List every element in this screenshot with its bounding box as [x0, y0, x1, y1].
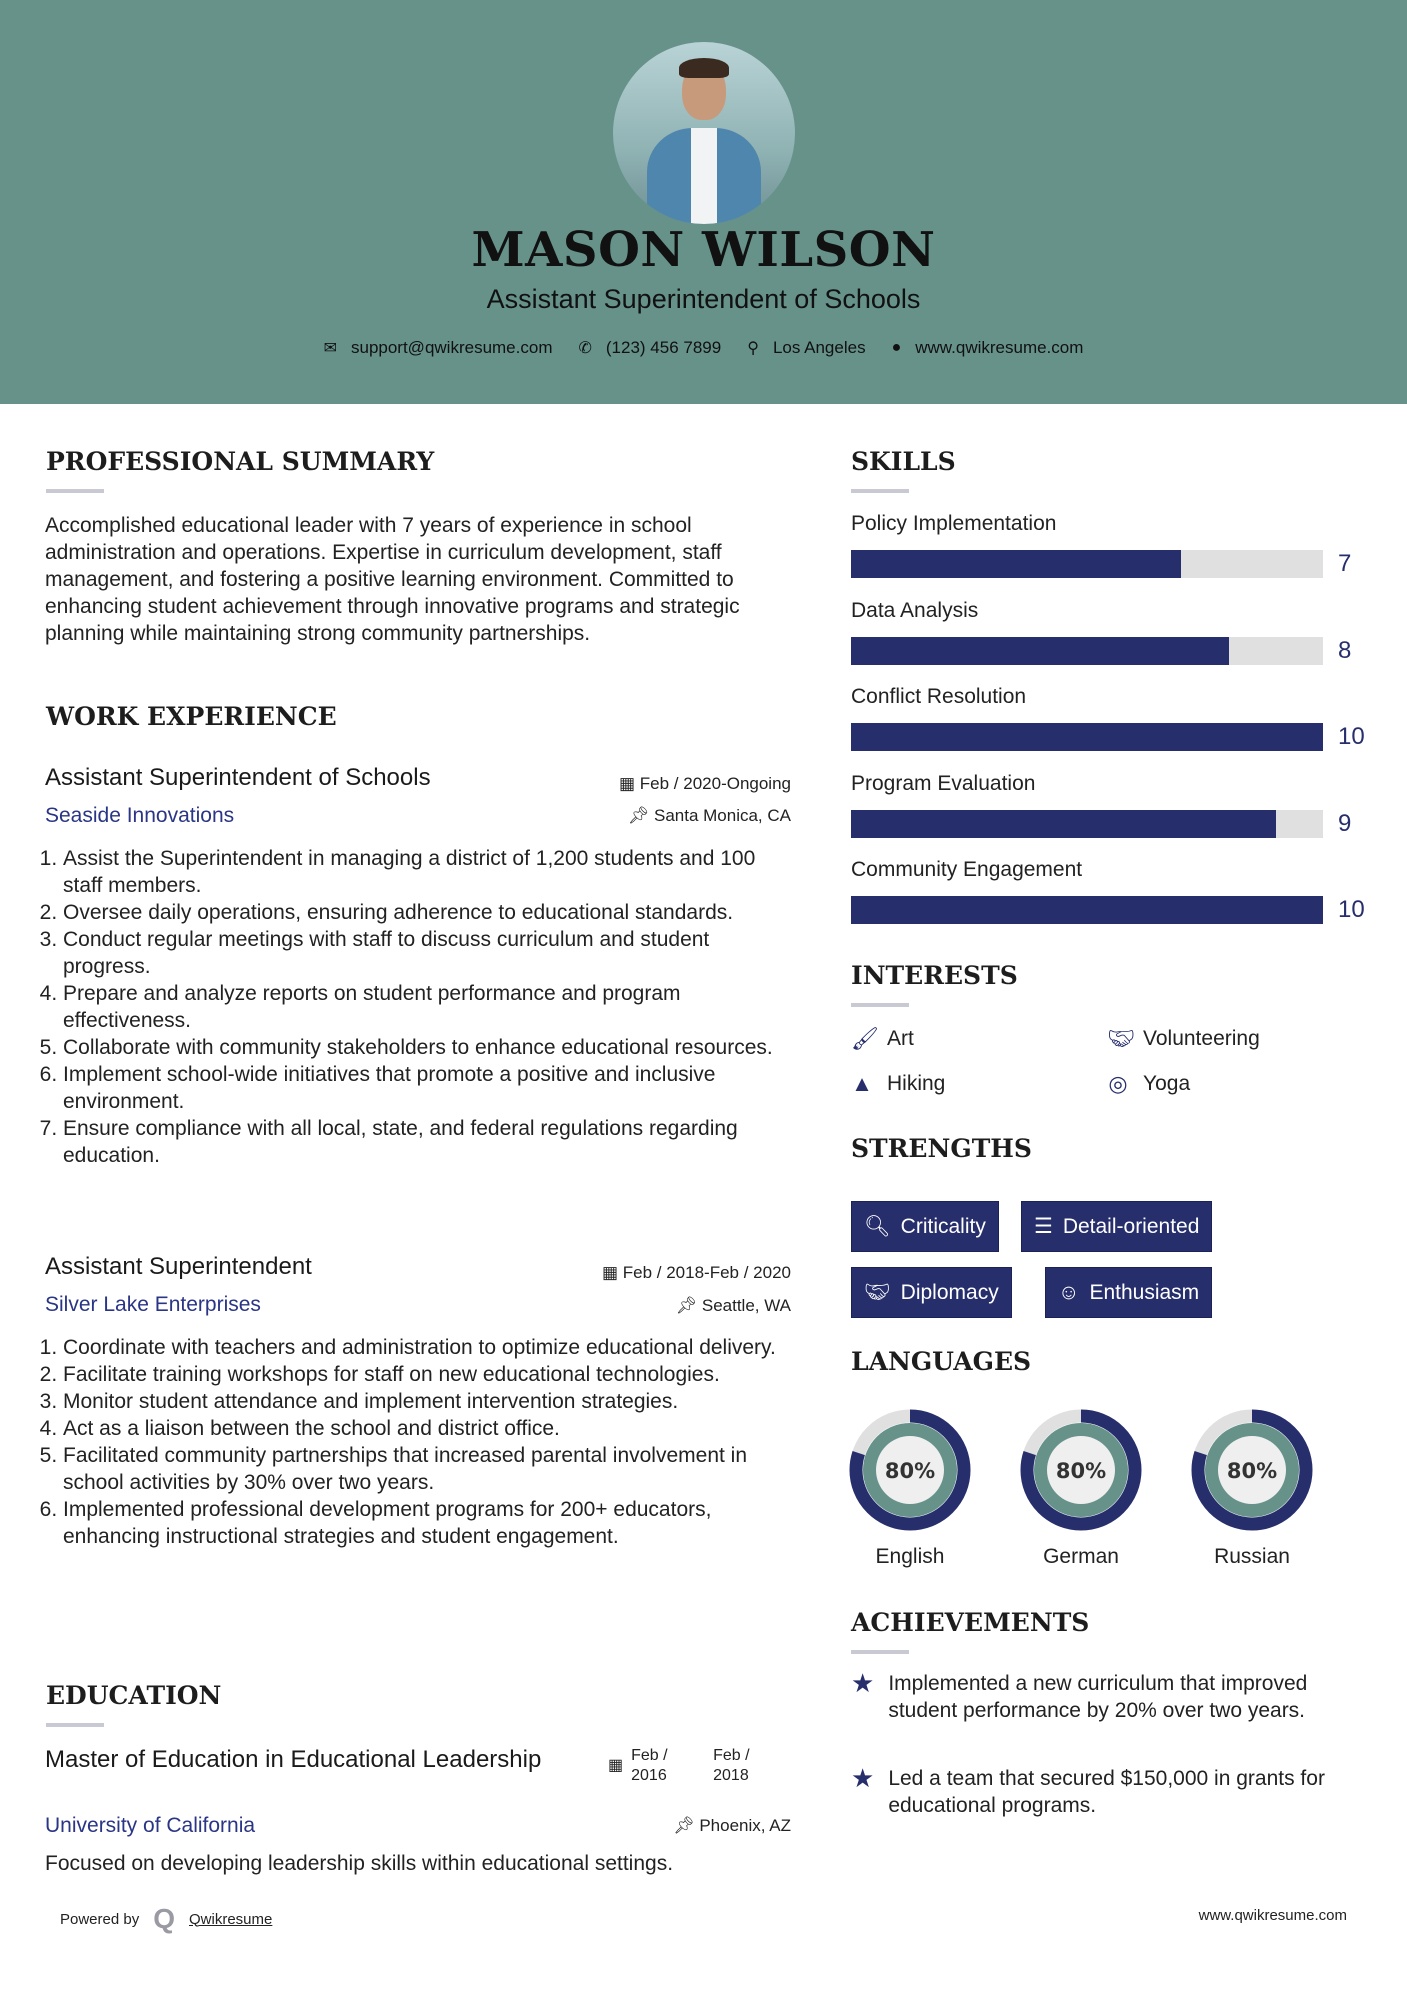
search-icon: 🔍︎: [864, 1214, 891, 1238]
section-heading-languages: LANGUAGES: [851, 1347, 1032, 1376]
powered-by: Powered by Q Qwikresume: [60, 1903, 273, 1934]
language-percent: 80%: [884, 1459, 936, 1483]
lifering-icon: ◎: [1108, 1071, 1128, 1096]
language-item: [1020, 1409, 1142, 1569]
language-ring: [1191, 1409, 1313, 1531]
language-percent: 80%: [1055, 1459, 1107, 1483]
job-dates: ▦ Feb / 2020-Ongoing: [618, 774, 791, 793]
duty-item: 1. Coordinate with teachers and administration to optimize educational delivery.: [63, 1334, 795, 1361]
skill-bar: [851, 550, 1323, 578]
divider: [46, 489, 104, 493]
duty-item: 2. Oversee daily operations, ensuring adherence to educational standards.: [63, 899, 785, 926]
job-dates: ▦ Feb / 2018-Feb / 2020: [601, 1263, 791, 1282]
duty-item: 7. Ensure compliance with all local, state, and federal regulations regarding education.: [63, 1115, 785, 1169]
job-location: 📌︎ Seattle, WA: [675, 1296, 791, 1315]
language-name: Russian: [1214, 1545, 1290, 1568]
star-icon: ★: [851, 1668, 875, 1698]
pin-icon: 📌︎: [673, 1816, 700, 1835]
achievement-item: ★ Led a team that secured $150,000 in grants for educational programs.: [851, 1763, 1325, 1817]
contact-email[interactable]: support@qwikresume.com: [350, 338, 553, 357]
skill-bar-fill: [851, 810, 1276, 838]
duty-item: 3. Conduct regular meetings with staff to discuss curriculum and student progress.: [63, 926, 785, 980]
duty-item: 3. Monitor student attendance and implement intervention strategies.: [63, 1388, 795, 1415]
interest-volunteering: 🤝︎ Volunteering: [1107, 1026, 1260, 1051]
strength-badge: ☺ Enthusiasm: [1045, 1267, 1212, 1318]
degree-title: Master of Education in Educational Leadership: [45, 1746, 542, 1773]
contact-website[interactable]: www.qwikresume.com: [915, 338, 1084, 357]
skill-level: 7: [1338, 550, 1352, 577]
divider: [851, 1650, 909, 1654]
duty-item: 2. Facilitate training workshops for staff on new educational technologies.: [63, 1361, 795, 1388]
duty-item: 6. Implement school-wide initiatives that promote a positive and inclusive environment.: [63, 1061, 785, 1115]
summary-text: Accomplished educational leader with 7 years of experience in school administration and operations. Expertise in curriculum development, staff management, and fostering a positive learning environment. Committed to enhancing student achievement through innovative programs and strategic planning while maintaining strong community partnerships.: [45, 514, 740, 645]
skill-bar: [851, 896, 1323, 924]
map-marker-icon: ⚲: [747, 340, 759, 357]
section-heading-experience: WORK EXPERIENCE: [46, 702, 337, 731]
education-dates: ▦ Feb / 2016 Feb / 2018: [608, 1747, 750, 1784]
envelope-icon: ✉: [323, 340, 337, 357]
handshake-icon: 🤝︎: [864, 1280, 891, 1304]
skill-name: Conflict Resolution: [851, 685, 1027, 708]
achievement-item: ★ Implemented a new curriculum that improved student performance by 20% over two years.: [851, 1668, 1308, 1722]
skill-level: 8: [1338, 636, 1352, 664]
divider: [851, 1003, 909, 1007]
section-heading-education: EDUCATION: [46, 1681, 222, 1710]
interest-hiking: ▲ Hiking: [851, 1071, 946, 1096]
strength-badge: ☰ Detail-oriented: [1021, 1201, 1212, 1252]
contact-phone: (123) 456 7899: [605, 338, 722, 357]
qwikresume-logo-icon: Q: [153, 1903, 175, 1934]
contact-bar: [0, 338, 1407, 358]
job-duties-list: [45, 1334, 795, 1550]
language-ring: [849, 1409, 971, 1531]
duty-item: 1. Assist the Superintendent in managing a district of 1,200 students and 100 staff members.: [63, 845, 785, 899]
divider: [46, 1723, 104, 1727]
skill-name: Community Engagement: [851, 858, 1083, 881]
job-location: 📌︎ Santa Monica, CA: [627, 806, 791, 825]
contact-location: Los Angeles: [772, 338, 866, 357]
skill-level: 10: [1338, 723, 1365, 750]
duty-item: 4. Act as a liaison between the school and district office.: [63, 1415, 795, 1442]
company-name: Silver Lake Enterprises: [45, 1293, 261, 1316]
list-icon: ☰: [1034, 1215, 1053, 1238]
education-description: Focused on developing leadership skills within educational settings.: [45, 1852, 674, 1875]
language-item: [849, 1409, 971, 1569]
skill-bar: [851, 810, 1323, 838]
job-title: Assistant Superintendent of Schools: [45, 764, 431, 791]
language-item: [1191, 1409, 1313, 1569]
skill-bar-fill: [851, 550, 1181, 578]
language-name: English: [875, 1545, 945, 1568]
tree-icon: ▲: [851, 1071, 873, 1096]
section-heading-summary: PROFESSIONAL SUMMARY: [46, 447, 435, 476]
section-heading-skills: SKILLS: [851, 447, 956, 476]
brand-link[interactable]: Qwikresume: [189, 1910, 273, 1928]
handshake-icon: 🤝︎: [1107, 1026, 1135, 1051]
strength-badge: 🤝︎ Diplomacy: [851, 1267, 1012, 1318]
skill-level: 9: [1338, 809, 1352, 837]
pin-icon: 📌︎: [675, 1296, 702, 1315]
skill-bar-fill: [851, 896, 1323, 924]
candidate-name: MASON WILSON: [471, 222, 936, 278]
star-icon: ★: [851, 1763, 875, 1793]
job-duties-list: [45, 845, 785, 1169]
strength-badge: 🔍︎ Criticality: [851, 1201, 999, 1252]
language-ring: [1020, 1409, 1142, 1531]
school-name: University of California: [45, 1814, 256, 1837]
interest-art: 🖌︎ Art: [851, 1026, 914, 1051]
skill-name: Policy Implementation: [851, 512, 1057, 535]
skill-name: Data Analysis: [851, 598, 979, 622]
skill-bar: [851, 723, 1323, 751]
pin-icon: 📌︎: [627, 806, 654, 825]
skill-bar-fill: [851, 723, 1323, 751]
skill-bar: [851, 637, 1323, 665]
language-percent: 80%: [1226, 1459, 1278, 1483]
skill-level: 10: [1338, 896, 1365, 923]
header: [0, 0, 1407, 404]
duty-item: 5. Collaborate with community stakeholders to enhance educational resources.: [63, 1034, 785, 1061]
smile-icon: ☺: [1058, 1280, 1080, 1304]
section-heading-interests: INTERESTS: [851, 961, 1018, 990]
company-name: Seaside Innovations: [45, 804, 235, 827]
interest-yoga: ◎ Yoga: [1108, 1071, 1191, 1096]
skill-bar-fill: [851, 637, 1229, 665]
phone-icon: ✆: [578, 340, 592, 357]
calendar-icon: ▦: [601, 1263, 623, 1282]
profile-photo: [613, 42, 795, 224]
calendar-icon: ▦: [608, 1757, 624, 1774]
footer-website[interactable]: www.qwikresume.com: [1198, 1907, 1347, 1924]
education-location: 📌︎ Phoenix, AZ: [673, 1816, 791, 1835]
language-name: German: [1043, 1545, 1119, 1568]
globe-icon: ●: [891, 339, 902, 356]
divider: [851, 489, 909, 493]
section-heading-achievements: ACHIEVEMENTS: [851, 1608, 1090, 1637]
paintbrush-icon: 🖌︎: [851, 1026, 879, 1051]
candidate-title: Assistant Superintendent of Schools: [486, 284, 921, 314]
calendar-icon: ▦: [618, 774, 640, 793]
skill-name: Program Evaluation: [851, 771, 1036, 795]
duty-item: 6. Implemented professional development programs for 200+ educators, enhancing instructional strategies and student engagement.: [63, 1496, 795, 1550]
duty-item: 4. Prepare and analyze reports on student performance and program effectiveness.: [63, 980, 785, 1034]
job-title: Assistant Superintendent: [45, 1253, 312, 1280]
section-heading-strengths: STRENGTHS: [851, 1134, 1032, 1163]
duty-item: 5. Facilitated community partnerships that increased parental involvement in school activities by 30% over two years.: [63, 1442, 795, 1496]
